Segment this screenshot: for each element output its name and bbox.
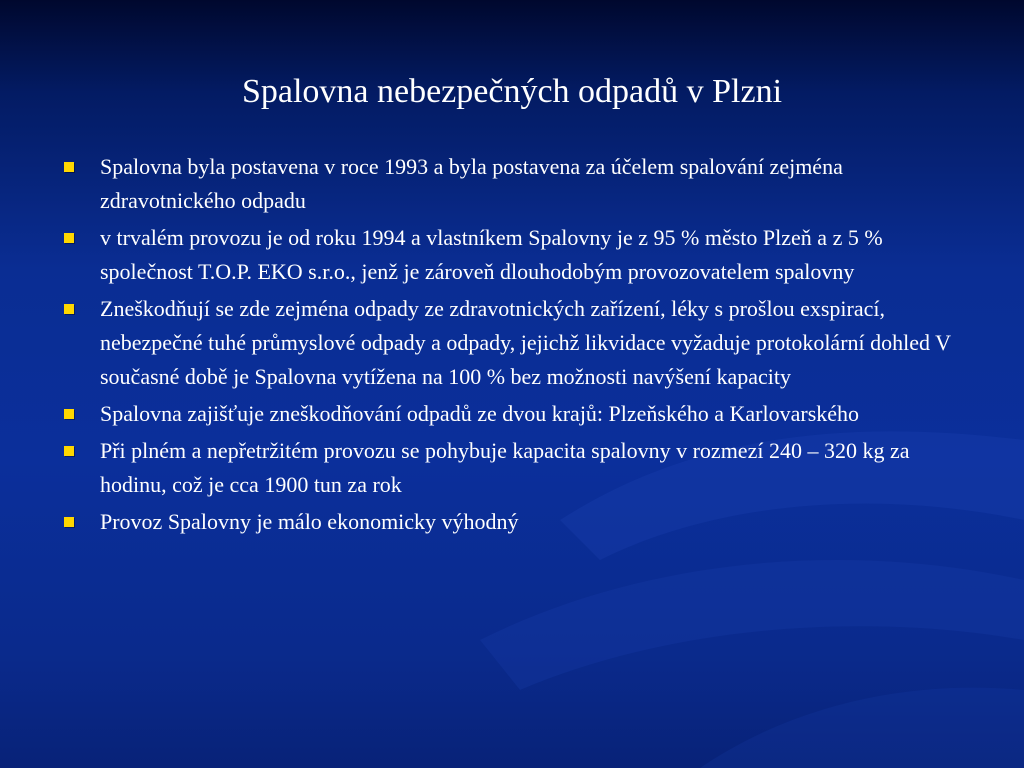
bullet-item — [60, 434, 980, 502]
square-bullet-icon — [64, 162, 74, 172]
bullet-text: Provoz Spalovny je málo ekonomicky výhodný — [100, 509, 519, 534]
square-bullet-icon — [64, 517, 74, 527]
bullet-item — [60, 397, 980, 431]
slide-title: Spalovna nebezpečných odpadů v Plzni — [241, 73, 783, 110]
bullet-text: Spalovna byla postavena v roce 1993 a byla postavena za účelem spalování zejména zdravotnického odpadu — [100, 154, 843, 213]
bullet-item — [60, 150, 980, 218]
square-bullet-icon — [64, 409, 74, 419]
square-bullet-icon — [64, 304, 74, 314]
bullet-list — [60, 150, 980, 542]
bullet-item — [60, 221, 980, 289]
square-bullet-icon — [64, 446, 74, 456]
bullet-item — [60, 292, 980, 394]
bullet-item — [60, 505, 980, 539]
bullet-text: Zneškodňují se zde zejména odpady ze zdravotnických zařízení, léky s prošlou exspirací, nebezpečné tuhé průmyslové odpady a odpady, jejichž likvidace vyžaduje protokolární dohled V současné době je Spalovna vytížena na 100 % bez možnosti navýšení kapacity — [100, 296, 951, 389]
square-bullet-icon — [64, 233, 74, 243]
bullet-text: v trvalém provozu je od roku 1994 a vlastníkem Spalovny je z 95 % město Plzeň a z 5 % společnost T.O.P. EKO s.r.o., jenž je zároveň dlouhodobým provozovatelem spalovny — [100, 225, 883, 284]
bullet-text: Při plném a nepřetržitém provozu se pohybuje kapacita spalovny v rozmezí 240 – 320 kg za hodinu, což je cca 1900 tun za rok — [100, 438, 910, 497]
bullet-text: Spalovna zajišťuje zneškodňování odpadů ze dvou krajů: Plzeňského a Karlovarského — [100, 401, 860, 426]
